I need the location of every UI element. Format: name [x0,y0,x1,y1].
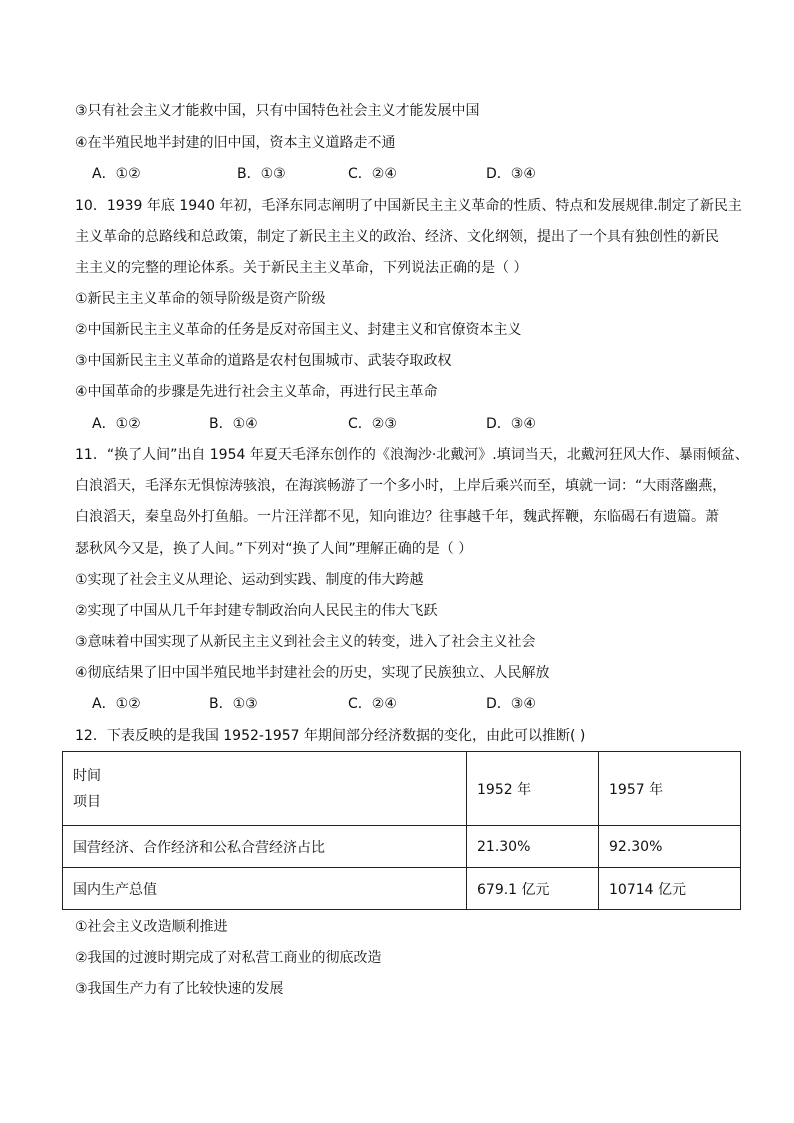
table-row [63,826,741,868]
header-item-label: 项目 [73,793,101,810]
q11-stem-line-3: 白浪滔天，秦皇岛外打鱼船。一片汪洋都不见，知向谁边？往事越千年，魏武挥鞭，东临碣石有遗篇。萧 [75,509,719,525]
q12-stem: 12．下表反映的是我国 1952-1957 年期间部分经济数据的变化，由此可以推断( ) [75,728,586,744]
economic-data-table [62,751,741,910]
q9-option-d[interactable]: D．③④ [486,166,536,182]
q12-item-2: ②我国的过渡时期完成了对私营工商业的彻底改造 [75,950,382,966]
q11-item-3: ③意味着中国实现了从新民主主义到社会主义的转变，进入了社会主义社会 [75,634,536,650]
row-value-1957: 92.30% [599,826,741,868]
q10-option-b[interactable]: B．①④ [209,416,258,432]
table-row [63,868,741,910]
table-header-row [63,752,741,826]
q9-option-a[interactable]: A．①② [92,166,141,182]
q11-stem-line-2: 白浪滔天，毛泽东无惧惊涛骇浪，在海滨畅游了一个多小时，上岸后乘兴而至，填就一词：“大雨落幽燕， [75,478,727,494]
q9-option-b[interactable]: B．①③ [237,166,286,182]
q10-stem-line-3: 主主义的完整的理论体系。关于新民主主义革命，下列说法正确的是（ ） [75,260,528,276]
q9-item-4: ④在半殖民地半封建的旧中国，资本主义道路走不通 [75,135,396,151]
q11-item-4: ④彻底结果了旧中国半殖民地半封建社会的历史，实现了民族独立、人民解放 [75,665,550,681]
q11-stem-line-1: 11．“换了人间”出自 1954 年夏天毛泽东创作的《浪淘沙·北戴河》.填词当天，北戴河狂风大作、暴雨倾盆、 [75,447,749,463]
q10-stem-line-2: 主义革命的总路线和总政策，制定了新民主主义的政治、经济、文化纲领，提出了一个具有独创性的新民 [75,229,719,245]
table-header-corner [63,752,467,826]
row-label: 国内生产总值 [63,868,467,910]
q10-stem-line-1: 10．1939 年底 1940 年初，毛泽东同志阐明了中国新民主主义革命的性质、特点和发展规律.制定了新民主 [75,198,742,214]
header-1952: 1952 年 [467,752,599,826]
q11-item-1: ①实现了社会主义从理论、运动到实践、制度的伟大跨越 [75,572,424,588]
row-label: 国营经济、合作经济和公私合营经济占比 [63,826,467,868]
q10-option-d[interactable]: D．③④ [486,416,536,432]
q10-item-1: ①新民主主义革命的领导阶级是资产阶级 [75,291,326,307]
q11-item-2: ②实现了中国从几千年封建专制政治向人民民主的伟大飞跃 [75,603,438,619]
q9-option-c[interactable]: C．②④ [348,166,397,182]
q11-option-a[interactable]: A．①② [92,696,141,712]
q9-item-3: ③只有社会主义才能救中国，只有中国特色社会主义才能发展中国 [75,103,480,119]
row-value-1952: 21.30% [467,826,599,868]
q11-stem-line-4: 瑟秋风今又是，换了人间。”下列对“换了人间”理解正确的是（ ） [75,541,473,557]
row-value-1957: 10714 亿元 [599,868,741,910]
q12-item-3: ③我国生产力有了比较快速的发展 [75,981,284,997]
q11-option-d[interactable]: D．③④ [486,696,536,712]
row-value-1952: 679.1 亿元 [467,868,599,910]
q10-option-a[interactable]: A．①② [92,416,141,432]
q11-option-c[interactable]: C．②④ [348,696,397,712]
header-time-label: 时间 [73,767,101,784]
header-1957: 1957 年 [599,752,741,826]
q12-item-1: ①社会主义改造顺利推进 [75,919,228,935]
q10-item-3: ③中国新民主主义革命的道路是农村包围城市、武装夺取政权 [75,353,452,369]
q10-item-2: ②中国新民主主义革命的任务是反对帝国主义、封建主义和官僚资本主义 [75,322,522,338]
q10-item-4: ④中国革命的步骤是先进行社会主义革命，再进行民主革命 [75,384,438,400]
q10-option-c[interactable]: C．②③ [348,416,397,432]
q11-option-b[interactable]: B．①③ [209,696,258,712]
